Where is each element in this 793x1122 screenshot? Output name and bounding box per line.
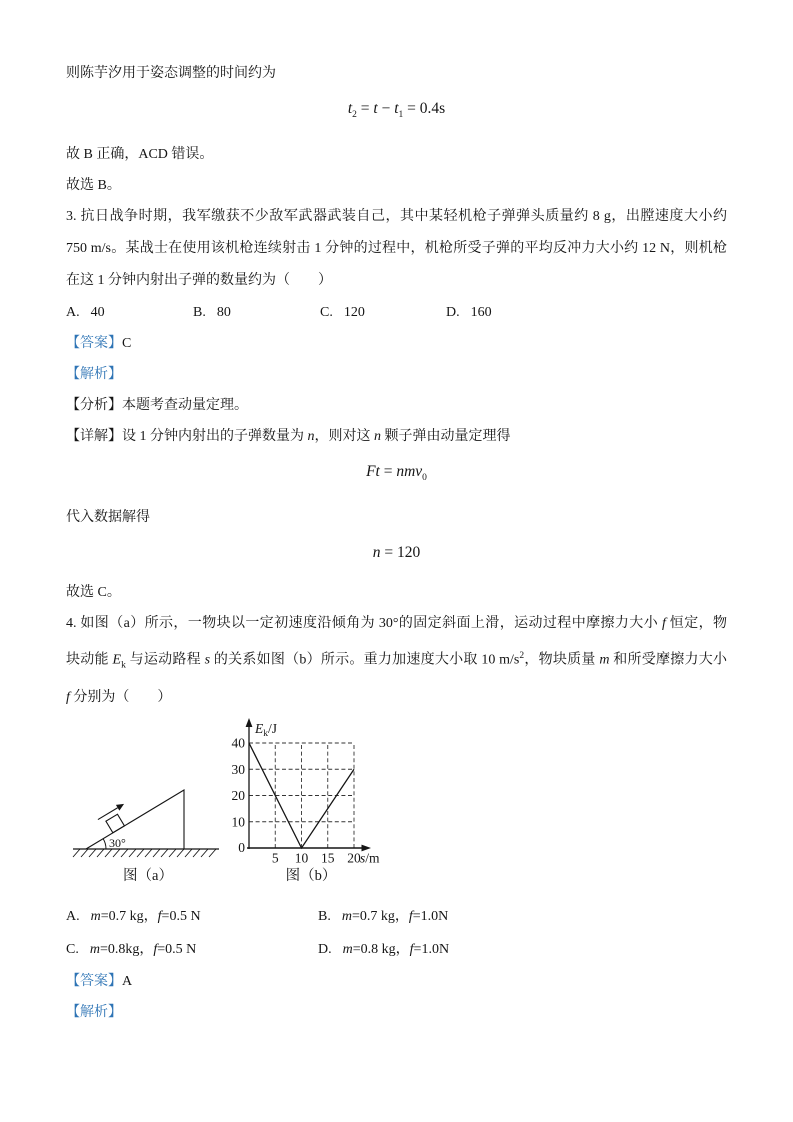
xtick-15: 15 (321, 850, 335, 866)
up-slope-arrow-shaft (98, 807, 118, 819)
figure-a-incline-svg (72, 776, 224, 862)
question-4-line-3: f 分别为（ ） (66, 689, 172, 705)
formula-time-adjustment: $t_2 = t - t_1 = 0.4s$ (347, 100, 446, 121)
solution-intro-text: 则陈芋汐用于姿态调整的时间约为 (66, 66, 276, 81)
ytick-10: 10 (231, 814, 245, 830)
solution-judgement-text: 故 B 正确，ACD 错误。 (66, 147, 214, 163)
x-axis-title: s/m (360, 850, 380, 866)
y-axis-title: $E_k/J$ (255, 720, 278, 739)
answer-line (66, 328, 727, 359)
option-c-value: 120 (343, 305, 365, 321)
option-a-value: 40 (90, 305, 105, 321)
ytick-40: 40 (231, 735, 245, 751)
figure-b-caption: 图（b） (285, 867, 337, 884)
answer-line (66, 966, 727, 997)
ytick-30: 30 (231, 761, 245, 777)
answer-value: C (122, 336, 132, 352)
option-d (318, 933, 727, 966)
ytick-20: 20 (231, 787, 245, 803)
analysis-label: 【解析】 (66, 1004, 122, 1020)
option-d (446, 297, 727, 328)
analysis-heading (66, 359, 727, 390)
option-b-label: B. (193, 305, 206, 321)
option-a-label: A. (66, 908, 80, 924)
option-d-value: m=0.8 kg，f=1.0N (342, 941, 450, 957)
question-3-line-1: 3. 抗日战争时期，我军缴获不少敌军武器武装自己，其中某轻机枪子弹弹头质量约 8 g，出膛速度大小约 (66, 209, 727, 225)
formula-n-result: n = 120 (372, 544, 421, 562)
xtick-20: 20 (347, 850, 361, 866)
formula-impulse: Ft = nmv$_0$ (366, 463, 427, 484)
option-b-value: m=0.7 kg，f=1.0N (341, 908, 449, 924)
question-4 (66, 608, 727, 1027)
solution-choice-text: 故选 B。 (66, 178, 121, 194)
option-b (193, 297, 320, 328)
option-b (318, 900, 727, 933)
question-3-options (66, 297, 727, 328)
angle-label: 30° (109, 835, 126, 850)
incline-triangle (86, 790, 184, 849)
answer-label: 【答案】 (66, 973, 122, 989)
option-d-label: D. (446, 305, 460, 321)
answer-label: 【答案】 (66, 336, 122, 352)
angle-arc (103, 838, 106, 848)
option-c-value: m=0.8kg，f=0.5 N (89, 941, 197, 957)
xtick-10: 10 (294, 850, 309, 866)
up-slope-arrow-icon (116, 801, 126, 811)
option-c-label: C. (66, 941, 79, 957)
option-d-label: D. (318, 941, 332, 957)
xtick-5: 5 (271, 850, 279, 866)
option-c-label: C. (320, 305, 333, 321)
question-3 (66, 201, 727, 608)
option-a (66, 900, 318, 933)
block-and-arrow (96, 801, 134, 836)
question-3-line-2: 750 m/s。某战士在使用该机枪连续射击 1 分钟的过程中，机枪所受子弹的平均反冲力大小约 12 N，则机枪 (66, 241, 727, 257)
question-4-options (66, 900, 727, 966)
analysis-heading (66, 997, 727, 1028)
answer-value: A (122, 973, 133, 989)
option-b-value: 80 (216, 305, 231, 321)
chart-grid (249, 743, 354, 848)
block (106, 814, 125, 833)
figure-a-caption: 图（a） (123, 867, 173, 884)
option-a (66, 297, 193, 328)
question-4-line-1: 4. 如图（a）所示，一物块以一定初速度沿倾角为 30°的固定斜面上滑，运动过程中摩擦力大小 f 恒定，物 (66, 616, 728, 632)
ground-hatching (73, 849, 216, 857)
option-b-label: B. (318, 908, 331, 924)
option-c (320, 297, 446, 328)
option-d-value: 160 (470, 305, 492, 321)
option-a-label: A. (66, 305, 80, 321)
analysis-label: 【解析】 (66, 367, 122, 383)
substitute-line: 代入数据解得 (66, 510, 150, 526)
analysis-line: 【分析】本题考查动量定理。 (66, 398, 248, 414)
detail-line: 【详解】设 1 分钟内射出的子弹数量为 n，则对这 n 颗子弹由动量定理得 (66, 429, 511, 445)
ytick-0: 0 (238, 839, 245, 855)
option-a-value: m=0.7 kg，f=0.5 N (90, 908, 201, 924)
question-3-choice: 故选 C。 (66, 585, 121, 601)
question-4-figures (66, 716, 727, 900)
question-4-line-2: 块动能 $E_k$ 与运动路程 s 的关系如图（b）所示。重力加速度大小取 10 $m/s^2$，物块质量 m 和所受摩擦力大小 (66, 651, 728, 671)
option-c (66, 933, 318, 966)
figure-b-chart-svg (226, 716, 396, 868)
y-axis-arrow-icon (246, 718, 253, 727)
question-3-line-3: 在这 1 分钟内射出子弹的数量约为（ ） (66, 273, 332, 289)
